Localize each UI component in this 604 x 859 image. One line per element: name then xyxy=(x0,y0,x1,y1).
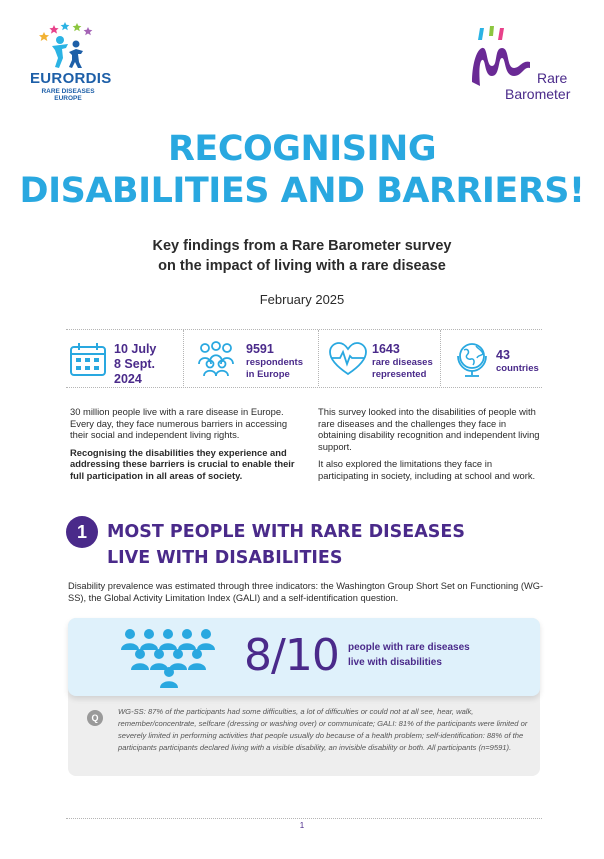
question-badge: Q xyxy=(87,710,103,726)
page-subtitle-line1: Key findings from a Rare Barometer survey xyxy=(152,238,452,254)
intro-key-message: Recognising the disabilities they experience and addressing these barriers is crucial to enable their full participation in all areas of society. xyxy=(70,446,295,481)
intro-right-column xyxy=(318,406,544,488)
publication-date: February 2025 xyxy=(259,292,345,307)
section-intro: Disability prevalence was estimated through three indicators: the Washington Group Short Set on Functioning (WG-SS), the Global Activity Limitation Index (GALI) and a self-identification question. xyxy=(68,581,544,603)
key-figure-label-line2: live with disabilities xyxy=(348,657,442,668)
globe-icon xyxy=(452,340,492,378)
eurordis-people-icon xyxy=(38,22,98,70)
rare-diseases-label-2: represented xyxy=(372,369,427,380)
rare-diseases-value: 1643 xyxy=(372,342,400,356)
eurordis-name: EURORDIS xyxy=(30,70,112,87)
respondents-region: in Europe xyxy=(246,369,290,380)
countries-label: countries xyxy=(496,363,539,374)
people-crowd-icon xyxy=(120,626,218,688)
key-figure-label xyxy=(348,640,470,670)
section-number: 1 xyxy=(66,516,98,548)
footer-divider xyxy=(66,818,542,819)
rare-diseases-label: rare diseases xyxy=(372,357,433,368)
intro-left-column xyxy=(70,406,296,488)
section-title xyxy=(107,519,465,571)
intro-paragraph: It also explored the limitations they face in participating in society, including at school and work. xyxy=(318,458,536,481)
survey-end-date: 8 Sept. 2024 xyxy=(114,357,155,386)
rare-barometer-word-rare: Rare xyxy=(537,70,568,86)
page-title-line1: RECOGNISING xyxy=(167,129,437,169)
page-subtitle-line2: on the impact of living with a rare disease xyxy=(158,258,446,274)
methodology-note: WG-SS: 87% of the participants had some difficulties, a lot of difficulties or could not at all see, hear, walk, remember/concentrate, selfcare (dressing or washing over) or communicate; GALI: 81% of the participants were limited or severely limited in performing activities that people usually do because of a health problem; self-identification: 88% of the participants participants declared living with a visible disability, an invisible disability or both. All participants (n=9591). xyxy=(118,707,528,752)
calendar-icon xyxy=(68,340,108,378)
survey-start-date: 10 July xyxy=(114,342,157,356)
people-group-icon xyxy=(196,340,236,378)
intro-paragraph: 30 million people live with a rare disease in Europe. Every day, they face numerous barriers in accessing their social and independent living rights. xyxy=(70,406,288,441)
stat-survey-period xyxy=(68,330,180,386)
section-title-line1: MOST PEOPLE WITH RARE DISEASES xyxy=(107,522,465,542)
key-figure-label-line1: people with rare diseases xyxy=(348,642,470,653)
stats-divider xyxy=(183,330,184,386)
stat-respondents xyxy=(196,330,316,386)
page-number: 1 xyxy=(299,821,305,830)
heart-pulse-icon xyxy=(328,340,368,378)
stats-divider xyxy=(318,330,319,386)
page-title-line2: DISABILITIES AND BARRIERS! xyxy=(19,171,585,211)
key-figure-value: 8/10 xyxy=(244,630,339,681)
page-subtitle xyxy=(0,236,604,276)
stats-bottom-divider xyxy=(66,387,542,388)
respondents-value: 9591 xyxy=(246,342,274,356)
rare-barometer-word-barometer: Barometer xyxy=(505,86,571,102)
stats-divider xyxy=(440,330,441,386)
stat-countries xyxy=(452,330,542,386)
respondents-label: respondents xyxy=(246,357,304,368)
countries-value: 43 xyxy=(496,348,510,362)
intro-paragraph: This survey looked into the disabilities of people with rare diseases and the challenges they face in obtaining disability recognition and independent living support. xyxy=(318,406,540,452)
eurordis-logo xyxy=(30,22,112,106)
page-title xyxy=(0,128,604,212)
rare-barometer-logo xyxy=(466,22,576,104)
section-title-line2: LIVE WITH DISABILITIES xyxy=(107,548,343,568)
eurordis-tagline: RARE DISEASES EUROPE xyxy=(41,88,95,102)
stat-rare-diseases xyxy=(328,330,438,386)
